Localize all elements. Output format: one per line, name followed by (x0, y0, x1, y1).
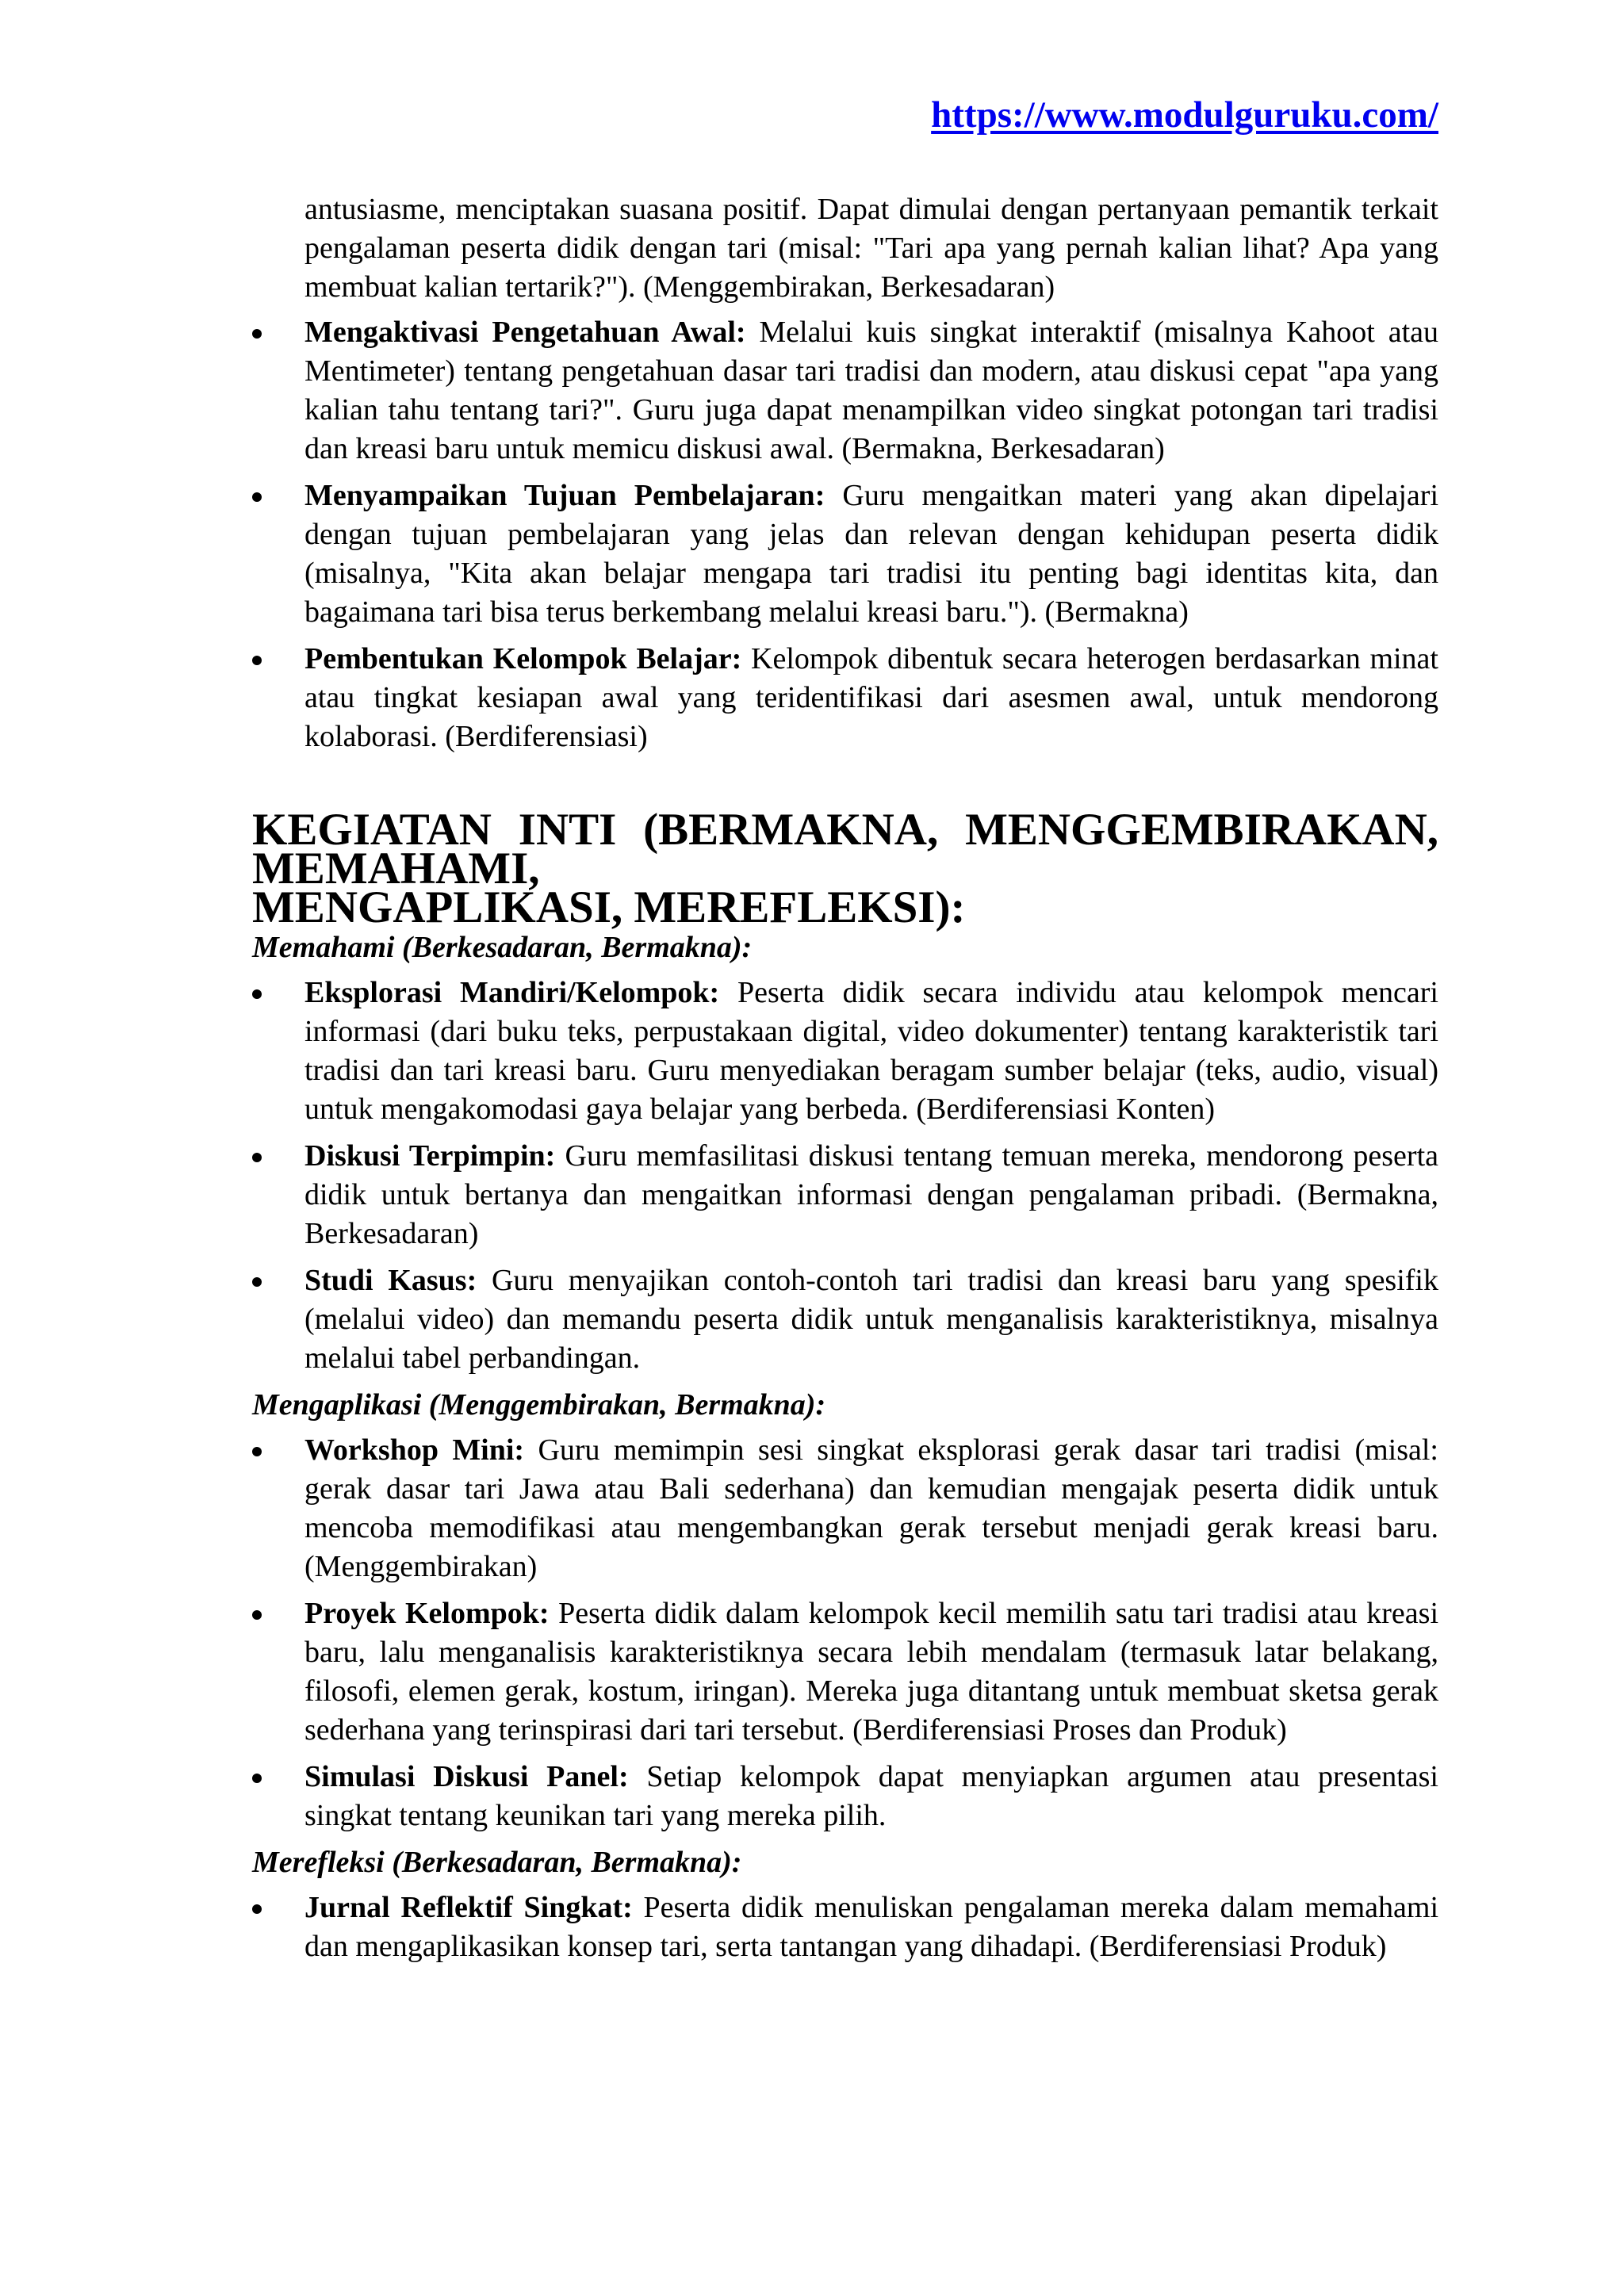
intro-continuation-paragraph: antusiasme, menciptakan suasana positif. Dapat dimulai dengan pertanyaan pemantik terkait pengalaman peserta didik dengan tari (misal: "Tari apa yang pernah kalian lihat? Apa yang membuat kalian tertarik?"). (Menggembirakan, Berkesadaran) (304, 193, 1438, 304)
list-item (252, 313, 1438, 469)
merefleksi-bullet-list (252, 1888, 1438, 1966)
list-item (252, 640, 1438, 756)
bullet-icon (252, 329, 262, 339)
heading-line-1: KEGIATAN INTI (BERMAKNA, MENGGEMBIRAKAN, MEMAHAMI, (252, 805, 1438, 894)
item-label: Studi Kasus: (304, 1264, 477, 1297)
item-text: Peserta didik secara individu atau kelompok mencari informasi (dari buku teks, perpustakaan digital, video dokumenter) tentang karakteristik tari tradisi dan tari kreasi baru. Guru menyediakan beragam sumber belajar (teks, audio, visual) untuk mengakomodasi gaya belajar yang berbeda. (Berdiferensiasi Konten) (304, 976, 1438, 1126)
bullet-icon (252, 1774, 262, 1783)
list-item (252, 1137, 1438, 1253)
bullet-icon (252, 656, 262, 665)
list-item (252, 1758, 1438, 1835)
header-url-link[interactable]: https://www.modulguruku.com/ (931, 94, 1438, 136)
bullet-icon (252, 989, 262, 999)
item-text: Guru mengaitkan materi yang akan dipelajari dengan tujuan pembelajaran yang jelas dan relevan dengan kehidupan peserta didik (misalnya, "Kita akan belajar mengapa tari tradisi itu penting bagi identitas kita, dan bagaimana tari bisa terus berkembang melalui kreasi baru."). (Bermakna) (304, 479, 1438, 629)
item-label: Simulasi Diskusi Panel: (304, 1760, 629, 1793)
item-text: Guru memimpin sesi singkat eksplorasi gerak dasar tari tradisi (misal: gerak dasar tari Jawa atau Bali sederhana) dan kemudian mengajak peserta didik untuk mencoba memodifikasi atau mengembangkan gerak tersebut menjadi gerak kreasi baru. (Menggembirakan) (304, 1433, 1438, 1583)
bullet-icon (252, 1610, 262, 1620)
item-label: Eksplorasi Mandiri/Kelompok: (304, 976, 720, 1009)
bullet-icon (252, 1153, 262, 1162)
item-label: Mengaktivasi Pengetahuan Awal: (304, 316, 746, 349)
intro-bullet-list (252, 313, 1438, 756)
item-text: Kelompok dibentuk secara heterogen berdasarkan minat atau tingkat kesiapan awal yang teridentifikasi dari asesmen awal, untuk mendorong kolaborasi. (Berdiferensiasi) (304, 642, 1438, 753)
item-text: Guru memfasilitasi diskusi tentang temuan mereka, mendorong peserta didik untuk bertanya dan mengaitkan informasi dengan pengalaman pribadi. (Bermakna, Berkesadaran) (304, 1139, 1439, 1250)
item-label: Menyampaikan Tujuan Pembelajaran: (304, 479, 825, 512)
list-item (252, 1594, 1438, 1750)
list-item (252, 476, 1438, 632)
item-text: Melalui kuis singkat interaktif (misalnya Kahoot atau Mentimeter) tentang pengetahuan dasar tari tradisi dan modern, atau diskusi cepat "apa yang kalian tahu tentang tari?". Guru juga dapat menampilkan video singkat potongan tari tradisi dan kreasi baru untuk memicu diskusi awal. (Bermakna, Berkesadaran) (304, 316, 1438, 465)
item-text: Peserta didik menuliskan pengalaman mereka dalam memahami dan mengaplikasikan konsep tari, serta tantangan yang dihadapi. (Berdiferensiasi Produk) (304, 1891, 1439, 1963)
item-label: Pembentukan Kelompok Belajar: (304, 642, 742, 675)
document-content (252, 190, 1438, 1974)
item-text: Guru menyajikan contoh-contoh tari tradisi dan kreasi baru yang spesifik (melalui video) dan memandu peserta didik untuk menganalisis karakteristiknya, misalnya melalui tabel perbandingan. (304, 1264, 1438, 1375)
bullet-icon (252, 492, 262, 502)
bullet-icon (252, 1447, 262, 1456)
item-label: Workshop Mini: (304, 1433, 525, 1467)
memahami-bullet-list (252, 974, 1438, 1378)
list-item (252, 1888, 1438, 1966)
mengaplikasi-bullet-list (252, 1431, 1438, 1835)
heading-line-2: MENGAPLIKASI, MEREFLEKSI): (252, 882, 966, 932)
item-text: Peserta didik dalam kelompok kecil memilih satu tari tradisi atau kreasi baru, lalu menganalisis karakteristiknya secara lebih mendalam (termasuk latar belakang, filosofi, elemen gerak, kostum, iringan). Mereka juga ditantang untuk membuat sketsa gerak sederhana yang terinspirasi dari tari tersebut. (Berdiferensiasi Proses dan Produk) (304, 1597, 1439, 1747)
item-label: Jurnal Reflektif Singkat: (304, 1891, 633, 1924)
bullet-icon (252, 1277, 262, 1287)
subsection-title-mengaplikasi: Mengaplikasi (Menggembirakan, Bermakna): (252, 1388, 826, 1422)
bullet-icon (252, 1904, 262, 1914)
item-label: Diskusi Terpimpin: (304, 1139, 556, 1173)
section-spacer (252, 764, 1438, 810)
subsection-title-memahami: Memahami (Berkesadaran, Bermakna): (252, 931, 753, 964)
list-item (252, 1431, 1438, 1586)
subsection-title-merefleksi: Merefleksi (Berkesadaran, Bermakna): (252, 1846, 742, 1879)
item-label: Proyek Kelompok: (304, 1597, 550, 1630)
list-item (252, 974, 1438, 1129)
list-item (252, 1261, 1438, 1378)
kegiatan-inti-heading (252, 805, 1438, 932)
item-text: Setiap kelompok dapat menyiapkan argumen atau presentasi singkat tentang keunikan tari yang mereka pilih. (304, 1760, 1438, 1832)
